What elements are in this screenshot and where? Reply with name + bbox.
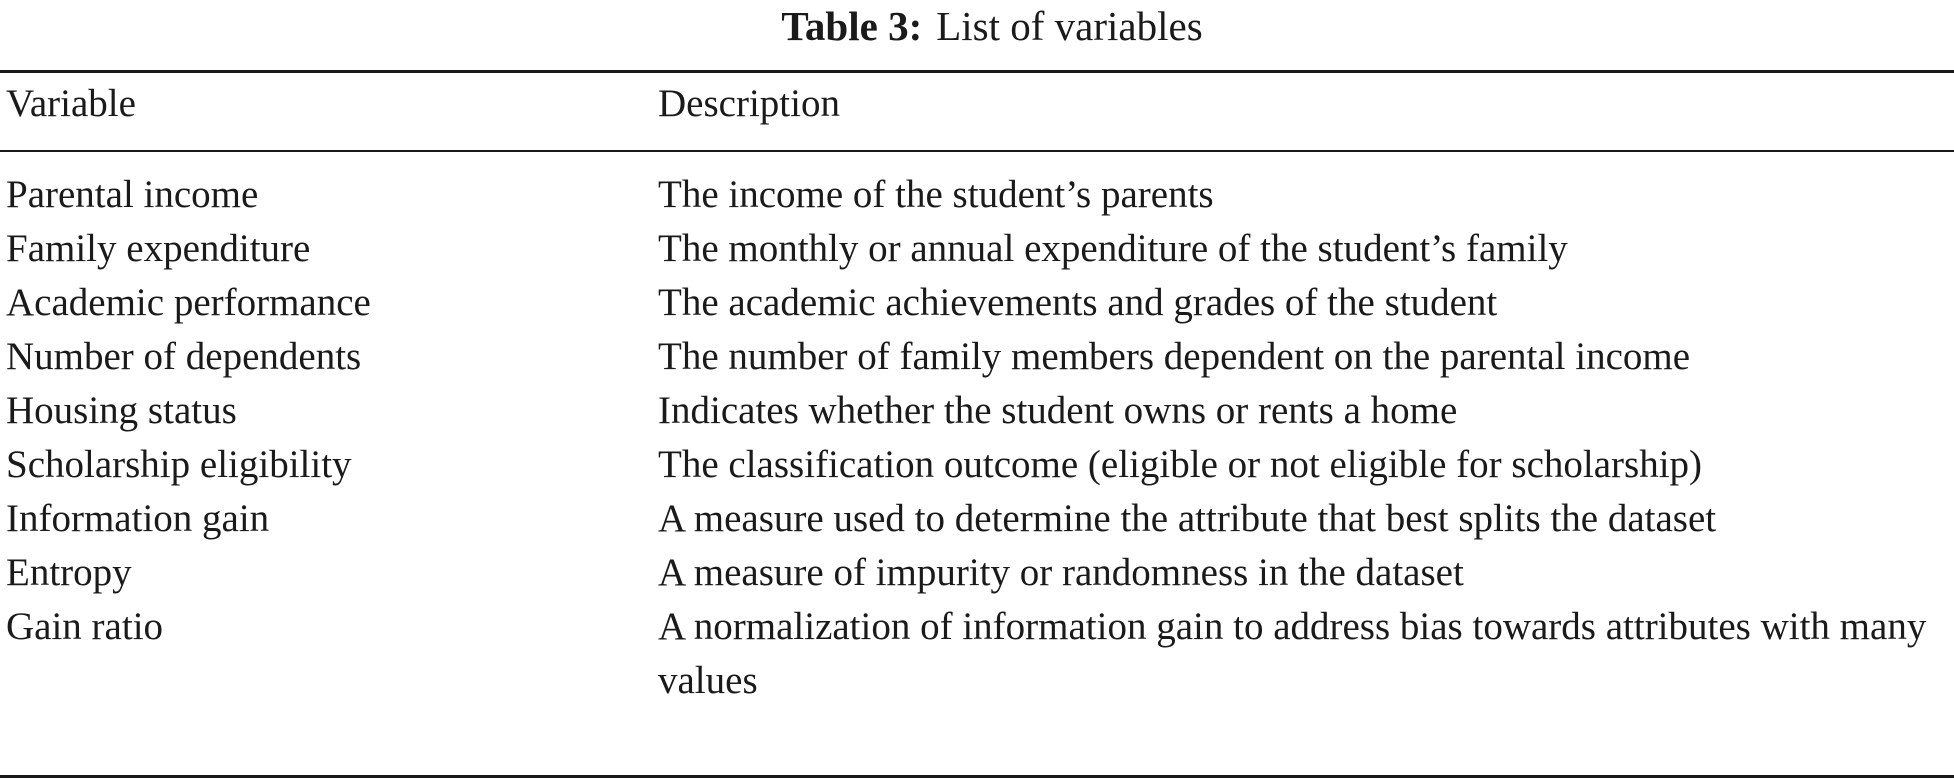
table-row	[0, 546, 1954, 600]
variable-cell: Number of dependents	[6, 335, 362, 378]
table-caption-title: List of variables	[936, 3, 1203, 49]
variable-cell: Gain ratio	[6, 605, 164, 648]
table-caption-label: Table 3:	[781, 3, 923, 49]
description-cell: A measure of impurity or randomness in the dataset	[658, 551, 1464, 594]
table-row	[0, 600, 1954, 708]
column-header-variable: Variable	[6, 82, 136, 125]
table-row	[0, 222, 1954, 276]
top-rule	[0, 70, 1954, 73]
table-row	[0, 276, 1954, 330]
variable-cell: Entropy	[6, 551, 132, 594]
column-header-description: Description	[658, 82, 840, 125]
description-cell: Indicates whether the student owns or rents a home	[658, 389, 1458, 432]
description-cell: The number of family members dependent on the parental income	[658, 335, 1691, 378]
header-rule	[0, 150, 1954, 152]
table-row	[0, 492, 1954, 546]
description-cell: The income of the student’s parents	[658, 173, 1214, 216]
variable-cell: Information gain	[6, 497, 270, 540]
table-row	[0, 330, 1954, 384]
description-cell: The monthly or annual expenditure of the student’s family	[658, 227, 1568, 270]
header-row	[0, 77, 1954, 131]
variable-cell: Parental income	[6, 173, 259, 216]
table-header	[0, 77, 1954, 131]
table-caption	[0, 0, 1954, 52]
description-cell: A measure used to determine the attribute that best splits the dataset	[658, 497, 1717, 540]
description-cell: The academic achievements and grades of the student	[658, 281, 1498, 324]
variable-cell: Academic performance	[6, 281, 371, 324]
variable-cell: Housing status	[6, 389, 237, 432]
table-row	[0, 384, 1954, 438]
bottom-rule	[0, 775, 1954, 778]
variable-cell: Scholarship eligibility	[6, 443, 352, 486]
table-row	[0, 438, 1954, 492]
variable-cell: Family expenditure	[6, 227, 311, 270]
table-row	[0, 168, 1954, 222]
table-body	[0, 168, 1954, 708]
description-cell: A normalization of information gain to address bias towards attributes with many values	[658, 605, 1927, 702]
description-cell: The classification outcome (eligible or not eligible for scholarship)	[658, 443, 1703, 486]
